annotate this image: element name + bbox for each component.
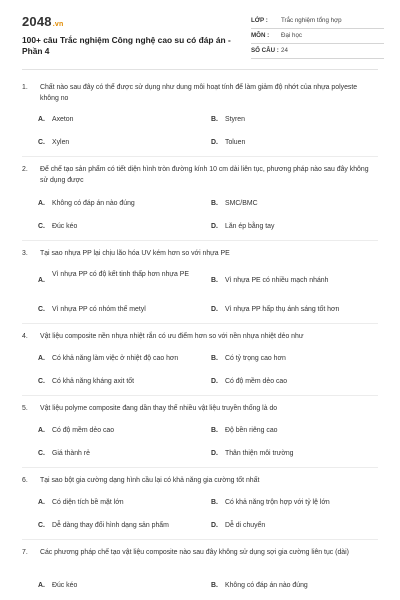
page-title: 100+ câu Trắc nghiệm Công nghệ cao su có đáp án - Phần 4 xyxy=(22,35,231,56)
meta-value: 24 xyxy=(281,47,288,54)
logo-text: 2048 xyxy=(22,14,52,29)
option-letter: A. xyxy=(38,499,45,506)
option-letter: C. xyxy=(38,450,45,457)
option-text: SMC/BMC xyxy=(225,200,258,207)
question-number: 1. xyxy=(22,84,28,91)
question-body: Để chế tạo sản phẩm có tiết diện hình tròn đường kính 10 cm dài liên tục, phương pháp nào sau đây không sử dụng được xyxy=(40,166,369,184)
meta-key: SỐ CÂU : xyxy=(251,47,279,54)
option-text: Axeton xyxy=(52,116,74,123)
option-letter: C. xyxy=(38,306,45,313)
option-text: Vì nhựa PP có nhóm thế metyl xyxy=(52,306,146,313)
option-text: Vì nhựa PP hấp thụ ánh sáng tốt hơn xyxy=(225,306,340,313)
option-letter: B. xyxy=(211,499,218,506)
option-letter: A. xyxy=(38,582,45,589)
header-divider xyxy=(22,69,378,70)
option-text: Dễ dàng thay đổi hình dạng sản phẩm xyxy=(52,522,169,529)
option-letter: A. xyxy=(38,200,45,207)
question-divider xyxy=(22,240,378,241)
option-text: Lăn ép bằng tay xyxy=(225,223,275,230)
meta-value: Trắc nghiệm tổng hợp xyxy=(281,17,342,24)
meta-info-table xyxy=(251,14,384,59)
question-number: 7. xyxy=(22,549,28,556)
option-text: Không có đáp án nào đúng xyxy=(225,582,308,589)
question-divider xyxy=(22,467,378,468)
question-body: Tại sao nhựa PP lại chịu lão hóa UV kém hơn so với nhựa PE xyxy=(40,250,230,257)
question-body: Chất nào sau đây có thể được sử dụng như dung môi hoạt tính để làm giảm độ nhớt của nhựa polyeste không no xyxy=(40,84,358,102)
option-letter: B. xyxy=(211,277,218,284)
meta-key: LỚP : xyxy=(251,17,268,24)
option-text: Độ bền riêng cao xyxy=(225,427,278,434)
question-number: 5. xyxy=(22,405,28,412)
site-logo[interactable] xyxy=(22,14,63,29)
option-text: Không có đáp án nào đúng xyxy=(52,200,135,207)
option-letter: D. xyxy=(211,306,218,313)
option-text: Có khả năng kháng axit tốt xyxy=(52,378,134,385)
option-text: Xylen xyxy=(52,139,70,146)
option-letter: A. xyxy=(38,355,45,362)
option-letter: A. xyxy=(38,116,45,123)
question-divider xyxy=(22,156,378,157)
option-letter: D. xyxy=(211,223,218,230)
logo-suffix: .vn xyxy=(52,21,64,28)
option-text: Có độ mềm dẻo cao xyxy=(52,427,115,434)
option-text: Vì nhựa PE có nhiều mạch nhánh xyxy=(225,277,329,284)
option-letter: C. xyxy=(38,378,45,385)
option-letter: B. xyxy=(211,427,218,434)
option-letter: D. xyxy=(211,139,218,146)
question-divider xyxy=(22,539,378,540)
option-letter: C. xyxy=(38,223,45,230)
option-text: Có độ mềm dẻo cao xyxy=(225,378,288,385)
option-text: Có diện tích bề mặt lớn xyxy=(52,499,124,506)
option-text: Thân thiện môi trường xyxy=(225,450,294,457)
option-text: Giá thành rẻ xyxy=(52,450,90,457)
option-letter: B. xyxy=(211,582,218,589)
meta-row-subject xyxy=(251,29,384,44)
option-letter: B. xyxy=(211,200,218,207)
option-text: Styren xyxy=(225,116,245,123)
question-body: Vật liệu composite nền nhựa nhiệt rắn có ưu điểm hơn so với nền nhựa nhiệt dẻo như xyxy=(40,333,304,340)
question-number: 3. xyxy=(22,250,28,257)
meta-key: MÔN : xyxy=(251,32,270,39)
option-letter: C. xyxy=(38,522,45,529)
option-letter: B. xyxy=(211,355,218,362)
question-number: 4. xyxy=(22,333,28,340)
document-header xyxy=(22,12,384,68)
option-letter: B. xyxy=(211,116,218,123)
option-text: Có tỷ trọng cao hơn xyxy=(225,355,286,362)
question-divider xyxy=(22,395,378,396)
option-letter: A. xyxy=(38,427,45,434)
meta-row-class xyxy=(251,14,384,29)
option-text: Có khả năng trộn hợp với tỷ lệ lớn xyxy=(225,499,330,506)
question-body: Tại sao bột gia cường dạng hình cầu lại có khả năng gia cường tốt nhất xyxy=(40,477,260,484)
option-text: Vì nhựa PP có độ kết tinh thấp hơn nhựa PE xyxy=(52,271,189,278)
option-text: Dễ di chuyển xyxy=(225,522,266,529)
option-letter: D. xyxy=(211,522,218,529)
question-body: Các phương pháp chế tạo vật liệu composite nào sau đây không sử dụng sợi gia cường liên tục (dài) xyxy=(40,549,349,556)
question-number: 6. xyxy=(22,477,28,484)
option-text: Đúc kéo xyxy=(52,223,78,230)
meta-row-count xyxy=(251,44,384,59)
option-text: Đúc kéo xyxy=(52,582,78,589)
option-letter: D. xyxy=(211,378,218,385)
option-text: Có khả năng làm việc ở nhiệt độ cao hơn xyxy=(52,355,179,362)
meta-value: Đại học xyxy=(281,32,302,39)
option-text: Toluen xyxy=(225,139,246,146)
option-letter: D. xyxy=(211,450,218,457)
option-letter: C. xyxy=(38,139,45,146)
question-divider xyxy=(22,323,378,324)
question-number: 2. xyxy=(22,166,28,173)
option-letter: A. xyxy=(38,277,45,284)
question-body: Vật liệu polyme composite đang dần thay thế nhiều vật liệu truyền thống là do xyxy=(40,405,278,412)
